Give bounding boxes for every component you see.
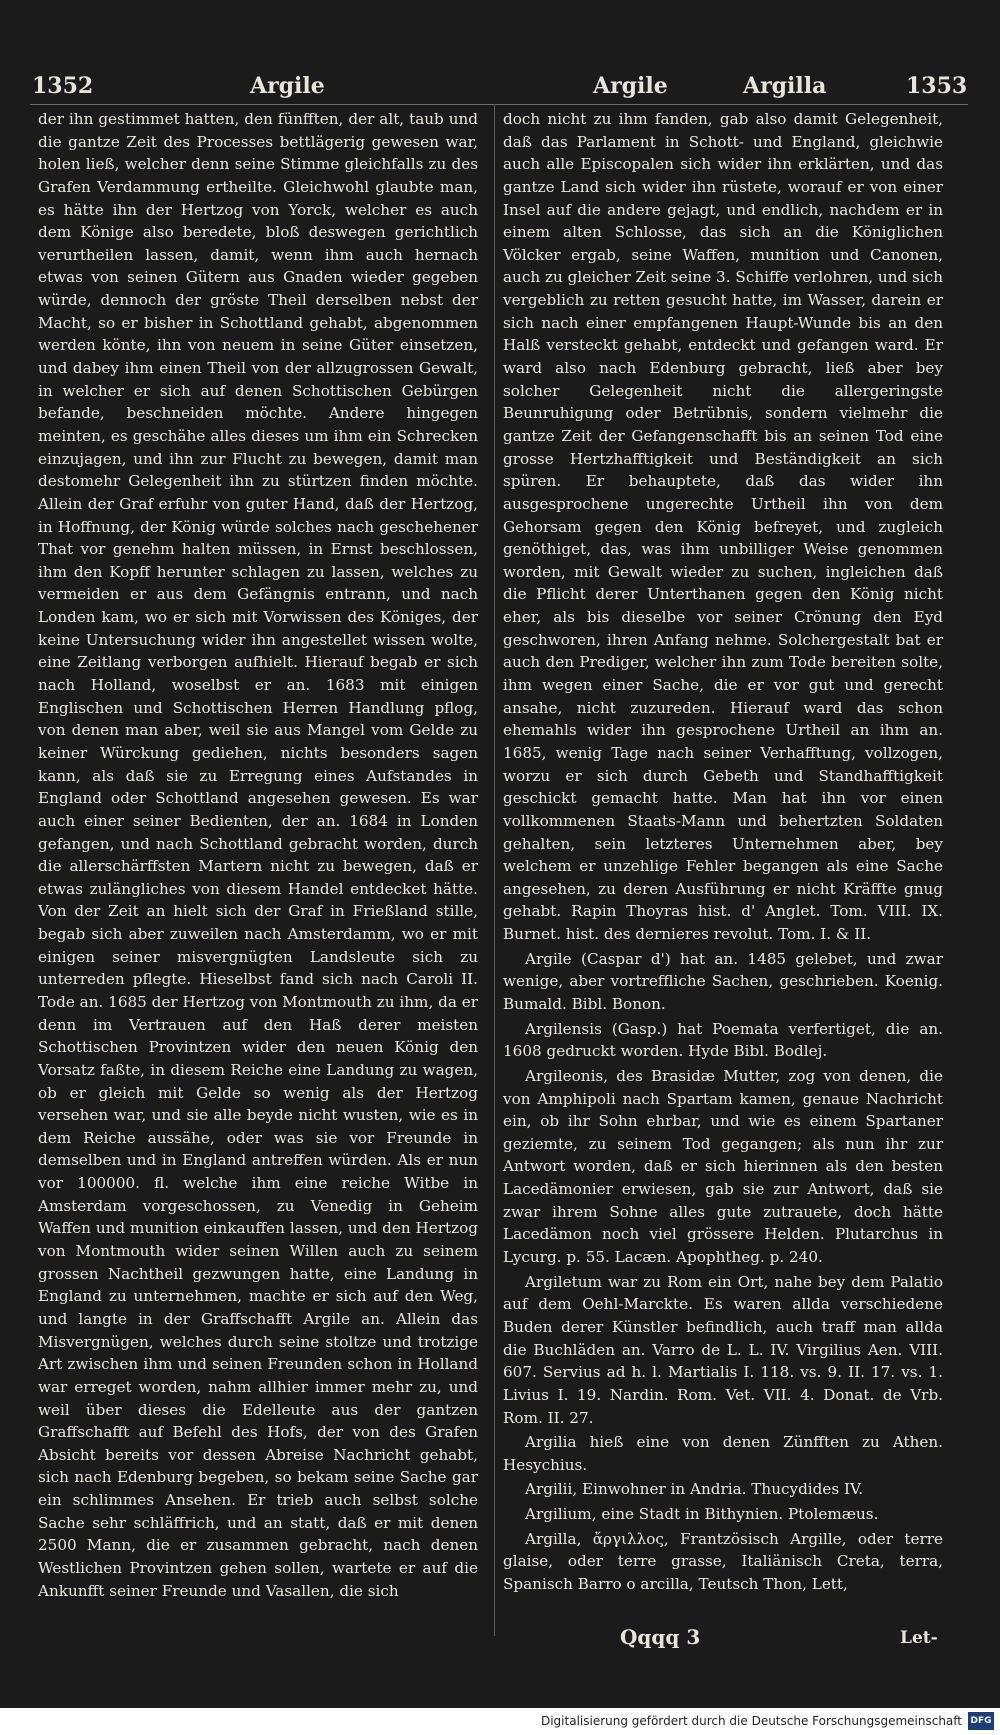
running-header	[28, 66, 970, 106]
running-head-center: Argile	[593, 73, 668, 99]
header-rule	[30, 104, 968, 105]
paragraph: doch nicht zu ihm fanden, gab also damit Gelegenheit, daß das Parlament in Schott- und England, gleichwie auch alle Episcopalen sich wider ihn erklärten, und das gantze Land sich wider ihn rüstete, worauf er von einer Insel auf die andere gejagt, und endlich, nachdem er in einem alten Schlosse, das sich an die Königlichen Völcker ergab, seine Waffen, munition und Canonen, auch zu gleicher Zeit seine 3. Schiffe verlohren, und sich vergeblich zu retten gesucht hatte, im Wasser, darein er sich nach einer empfangenen Haupt-Wunde bis an den Halß versteckt gehabt, entdeckt und gefangen ward. Er ward also nach Edenburg gebracht, ließ aber bey solcher Gelegenheit nicht die allergeringste Beunruhigung oder Betrübnis, sondern vielmehr die gantze Zeit der Gefangenschafft bis an seinen Tod eine grosse Hertzhafftigkeit und Beständigkeit an sich spüren. Er behauptete, daß das wider ihn ausgesprochene ungerechte Urtheil ihn von dem Gehorsam gegen den König befreyet, und zugleich genöthiget, das, was ihm unbilliger Weise genommen worden, mit Gewalt wieder zu suchen, ingleichen daß die Pflicht derer Unterthanen gegen den König nicht eher, als bis dieselbe vor seiner Crönung den Eyd geschworen, ihren Anfang nehme. Solchergestalt bat er auch den Prediger, welcher ihn zum Tode bereiten solte, ihm wegen einer Sache, die er vor gut und gerecht ansahe, nicht zuzureden. Hierauf ward das schon ehemahls wider ihn gesprochene Urtheil an ihm an. 1685, wenig Tage nach seiner Verhafftung, vollzogen, worzu er sich durch Gebeth und Standhafftigkeit geschickt gemacht hatte. Man hat ihn vor einen vollkommenen Staats-Mann und behertzten Soldaten gehalten, sein letzteres Unternehmen aber, bey welchem er unzehlige Fehler begangen als eine Sache angesehen, zu deren Ausführung er nicht Kräffte gnug gehabt. Rapin Thoyras hist. d' Anglet. Tom. VIII. IX. Burnet. hist. des dernieres revolut. Tom. I. & II.	[503, 110, 943, 944]
entry-argilii: Argilii, Einwohner in Andria. Thucydides IV.	[525, 1480, 864, 1499]
page-number-right: 1353	[906, 73, 968, 99]
entry-argile-caspar: Argile (Caspar d') hat an. 1485 gelebet, und zwar wenige, aber vortreffliche Sachen, geschrieben. Koenig. Bumald. Bibl. Bonon.	[503, 949, 943, 1013]
column-divider	[494, 104, 495, 1636]
entry-argilium: Argilium, eine Stadt in Bithynien. Ptolemæus.	[525, 1505, 879, 1524]
entry-argileonis: Argileonis, des Brasidæ Mutter, zog von denen, die von Amphipoli nach Spartam kamen, genaue Nachricht ein, ob ihr Sohn ehrbar, und wie es einem Spartaner geziemte, zu seinem Tod gegangen; als nun ihr zur Antwort worden, daß er sich hierinnen als den besten Lacedämonier erwiesen, gab sie zur Antwort, daß sie zwar ihrem Sohne alles gute zutrauete, doch hätte Lacedämon noch viel grössere Helden. Plutarchus in Lycurg. p. 55. Lacæn. Apophtheg. p. 240.	[503, 1066, 943, 1267]
entry-argilia: Argilia hieß eine von denen Zünfften zu Athen. Hesychius.	[503, 1433, 943, 1474]
running-head-right: Argilla	[743, 73, 827, 99]
page-number-left: 1352	[32, 73, 94, 99]
dfg-logo-icon: DFG	[968, 1712, 994, 1730]
entry-argilensis: Argilensis (Gasp.) hat Poemata verfertiget, die an. 1608 gedruckt worden. Hyde Bibl. Bodlej.	[503, 1019, 943, 1061]
right-column	[503, 108, 943, 1596]
running-head-left: Argile	[250, 73, 325, 99]
footer-credit: Digitalisierung gefördert durch die Deutsche Forschungsgemeinschaft	[540, 1714, 962, 1728]
entry-argilla: Argilla, ἄργιλλος, Frantzösisch Argille, oder terre glaise, oder terre grasse, Italiänisch Creta, terra, Spanisch Barro o arcilla, Teutsch Thon, Lett,	[503, 1529, 943, 1593]
paragraph: der ihn gestimmet hatten, den fünfften, der alt, taub und die gantze Zeit des Processes bettlägerig gewesen war, holen ließ, welcher denn seine Stimme gleichfalls zu des Grafen Verdammung ertheilte. Gleichwohl glaubte man, es hätte ihn der Hertzog von Yorck, welcher es auch dem Könige also beredete, bloß deswegen gerichtlich verurtheilen lassen, damit, wenn ihm auch hernach etwas von seinen Gütern aus Gnaden wieder gegeben würde, dennoch der gröste Theil derselben nebst der Macht, so er bisher in Schottland gehabt, abgenommen werden könte, ihn von neuem in seine Güter einsetzen, und dabey ihm einen Theil von der allzugrossen Gewalt, in welcher er sich auf denen Schottischen Gebürgen befande, beschneiden möchte. Andere hingegen meinten, es geschähe alles dieses um ihm ein Schrecken einzujagen, und ihn zur Flucht zu bewegen, damit man destomehr Gelegenheit ihn zu stürtzen finden möchte. Allein der Graf erfuhr von guter Hand, daß der Hertzog, in Hoffnung, der König würde solches nach geschehener That vor genehm halten müssen, in Ernst beschlossen, ihm den Kopff herunter schlagen zu lassen, welches zu vermeiden er aus dem Gefängnis entrann, und nach Londen kam, wo er sich mit Vorwissen des Königes, der keine Untersuchung wider ihn angestellet wissen wolte, eine Zeitlang verborgen aufhielt. Hierauf begab er sich nach Holland, woselbst er an. 1683 mit einigen Englischen und Schottischen Herren Handlung pflog, von denen man aber, weil sie aus Mangel vom Gelde zu keiner Würckung gediehen, nichts besonders sagen kann, als daß sie zu Erregung eines Aufstandes in England oder Schottland angesehen gewesen. Es war auch einer seiner Bedienten, der an. 1684 in Londen gefangen, und nach Schottland gebracht worden, durch die allerschärffsten Martern nicht zu bewegen, daß er etwas zulängliches von diesem Handel entdecket hätte. Von der Zeit an hielt sich der Graf in Frießland stille, begab sich aber zuweilen nach Amsterdamm, wo er mit einigen seiner misvergnügten Landsleute sich zu unterreden pflegte. Hieselbst fand sich nach Caroli II. Tode an. 1685 der Hertzog von Montmouth zu ihm, da er denn im Vertrauen auf den Haß derer meisten Schottischen Provintzen wider den neuen König den Vorsatz faßte, in diesem Reiche eine Landung zu wagen, ob er gleich mit Gelde so wenig als der Hertzog versehen war, und sie alle beyde nicht wusten, wie es in dem Reiche aussähe, oder was sie vor Freunde in demselben und in England antreffen würden. Als er nun vor 100000. fl. welche ihm eine reiche Witbe in Amsterdam vorgeschossen, zu Venedig in Geheim Waffen und munition einkauffen lassen, und den Hertzog von Montmouth wider seinen Willen auch zu seinem grossen Nachtheil gezwungen hatte, eine Landung in England zu unternehmen, machte er sich auf den Weg, und langte in der Graffschafft Argile an. Allein das Misvergnügen, welches durch seine stoltze und trotzige Art zwischen ihm und seinen Freunden schon in Holland war erreget worden, nahm allhier immer mehr zu, und weil über dieses die Edelleute aus der gantzen Graffschafft auf Befehl des Hofs, der von des Grafen Absicht bereits vor dessen Abreise Nachricht gehabt, sich nach Edenburg begeben, so bekam seine Sache gar ein schlimmes Ansehen. Er trieb auch selbst solche Sache sehr schläffrich, und an statt, daß er mit denen 2500 Mann, die er zusammen gebracht, nach denen Westlichen Provintzen gehen sollen, wartete er auf die Ankunfft seiner Freunde und Vasallen, die sich	[38, 110, 478, 1600]
entry-argiletum: Argiletum war zu Rom ein Ort, nahe bey dem Palatio auf dem Oehl-Marckte. Es waren allda verschiedene Buden derer Künstler befindlich, auch traff man allda die Buchläden an. Varro de L. L. IV. Virgilius Aen. VIII. 607. Servius ad h. l. Martialis I. 118. vs. 9. II. 17. vs. 1. Livius I. 19. Nardin. Rom. Vet. VII. 4. Donat. de Vrb. Rom. II. 27.	[503, 1272, 943, 1427]
digitization-footer	[0, 1708, 1000, 1735]
catchword: Let-	[900, 1628, 938, 1648]
left-column	[38, 108, 478, 1602]
signature-mark: Qqqq 3	[620, 1625, 701, 1649]
